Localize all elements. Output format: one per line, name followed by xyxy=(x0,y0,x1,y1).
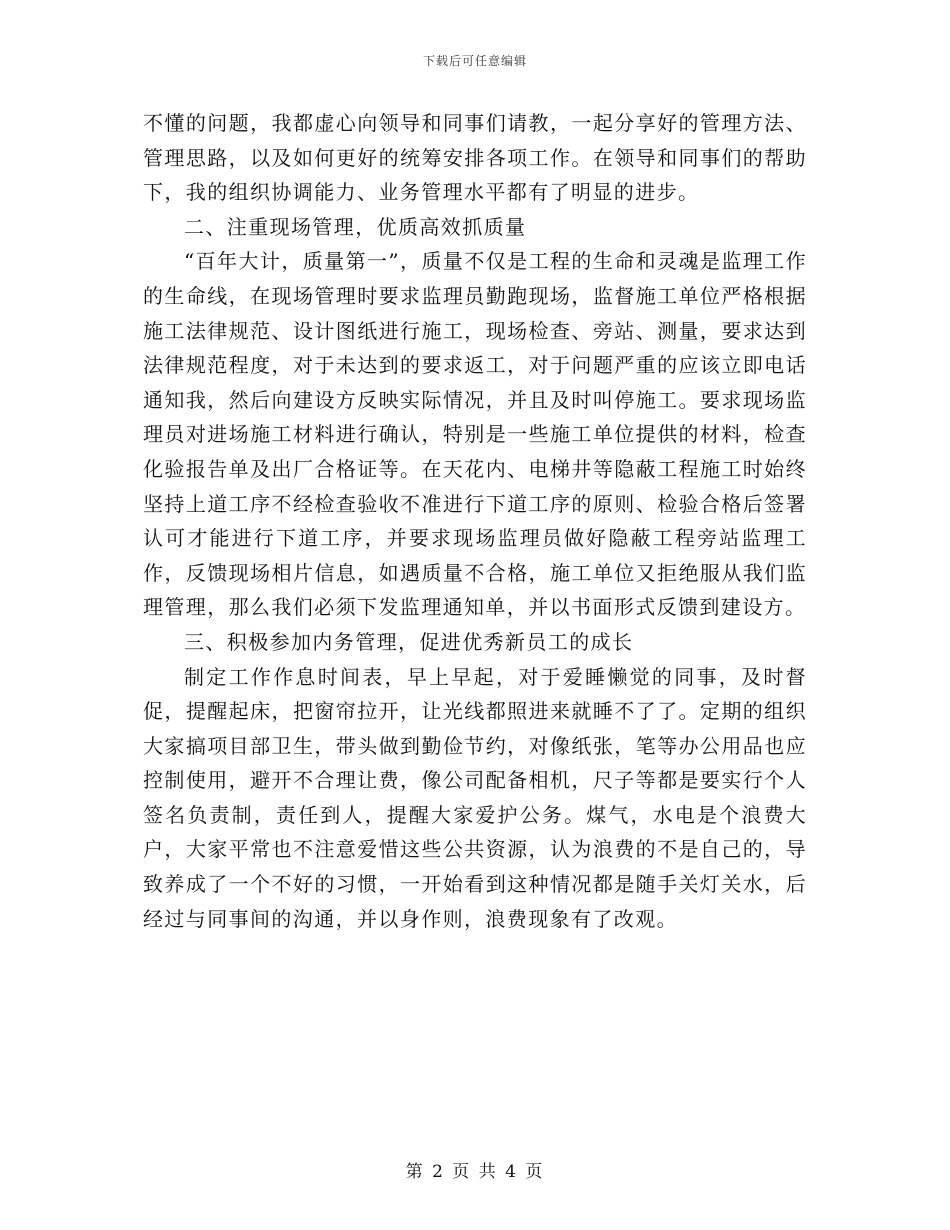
section-heading-3: 三、积极参加内务管理，促进优秀新员工的成长 xyxy=(184,629,634,654)
header-note: 下载后可任意编辑 xyxy=(422,54,527,68)
paragraph-continuation: 不懂的问题，我都虚心向领导和同事们请教，一起分享好的管理方法、管理思路，以及如何更好的统筹安排各项工作。在领导和同事们的帮助下，我的组织协调能力、业务管理水平都有了明显的进步。 xyxy=(143,111,807,205)
section-heading-2: 二、注重现场管理，优质高效抓质量 xyxy=(184,214,527,239)
document-body xyxy=(143,106,807,936)
page-footer: 第 2 页 共 4 页 xyxy=(405,1162,545,1182)
paragraph-internal-affairs: 制定工作作息时间表，早上早起，对于爱睡懒觉的同事，及时督促，提醒起床，把窗帘拉开，让光线都照进来就睡不了了。定期的组织大家搞项目部卫生，带头做到勤俭节约，对像纸张，笔等办公用品也应控制使用，避开不合理让费，像公司配备相机，尺子等都是要实行个人签名负责制，责任到人，提醒大家爱护公务。煤气，水电是个浪费大户，大家平常也不注意爱惜这些公共资源，认为浪费的不是自己的，导致养成了一个不好的习惯，一开始看到这种情况都是随手关灯关水，后经过与同事间的沟通，并以身作则，浪费现象有了改观。 xyxy=(143,664,807,931)
paragraph-quality: “百年大计，质量第一”，质量不仅是工程的生命和灵魂是监理工作的生命线，在现场管理时要求监理员勤跑现场，监督施工单位严格根据施工法律规范、设计图纸进行施工，现场检查、旁站、测量，要求达到法律规范程度，对于未达到的要求返工，对于问题严重的应该立即电话通知我，然后向建设方反映实际情况，并且及时叫停施工。要求现场监理员对进场施工材料进行确认，特别是一些施工单位提供的材料，检查化验报告单及出厂合格证等。在天花内、电梯井等隐蔽工程施工时始终坚持上道工序不经检查验收不准进行下道工序的原则、检验合格后签署认可才能进行下道工序，并要求现场监理员做好隐蔽工程旁站监理工作，反馈现场相片信息，如遇质量不合格，施工单位又拒绝服从我们监理管理，那么我们必须下发监理通知单，并以书面形式反馈到建设方。 xyxy=(143,249,807,620)
